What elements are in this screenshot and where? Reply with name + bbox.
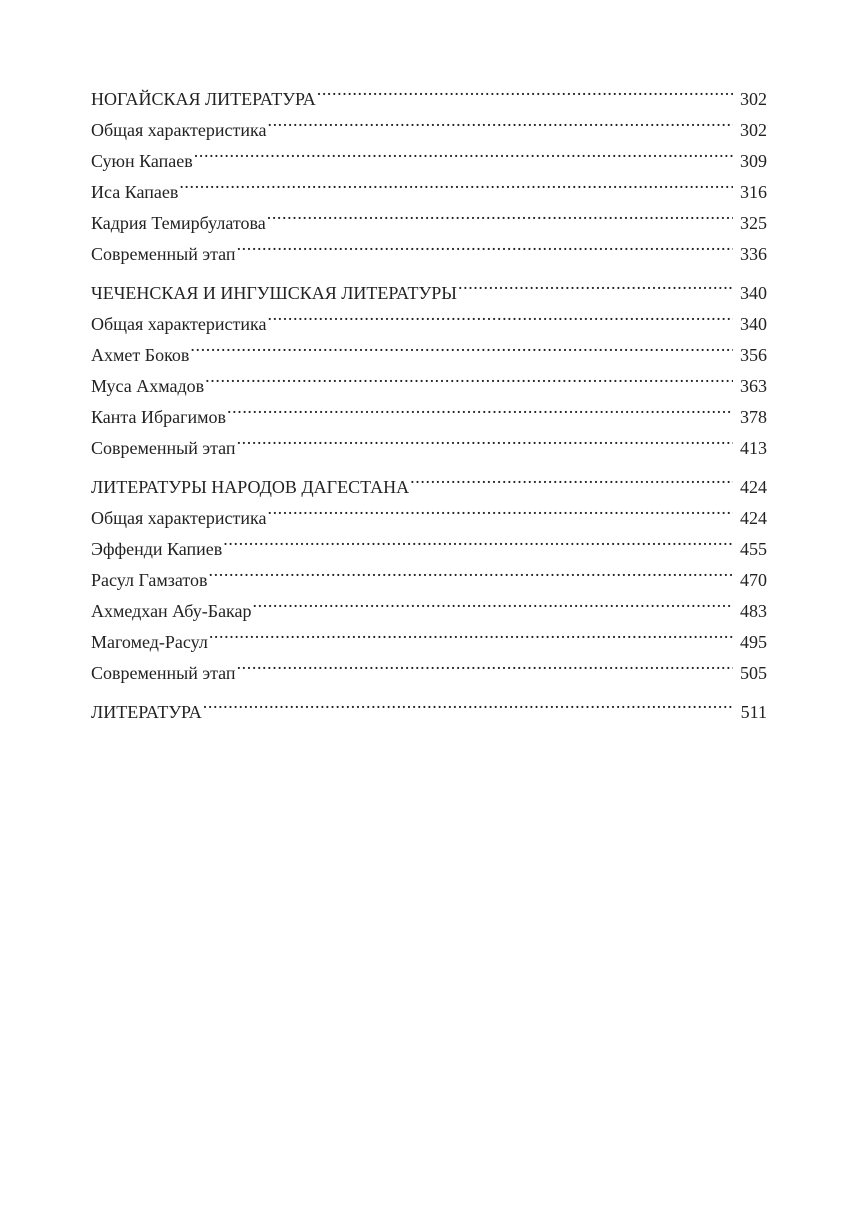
toc-page-number: 424: [740, 508, 767, 528]
toc-dot-leader: [253, 586, 733, 617]
toc-page-number: 470: [740, 570, 767, 590]
toc-entry-title: Общая характеристика: [91, 120, 267, 140]
toc-entry-title: Магомед-Расул: [91, 632, 208, 652]
toc-page-number: 356: [740, 345, 767, 365]
toc-page-number: 424: [740, 477, 767, 497]
toc-heading-title: НОГАЙСКАЯ ЛИТЕРАТУРА: [91, 89, 316, 109]
toc-dot-leader: [458, 268, 733, 299]
toc-entry-title: Современный этап: [91, 438, 236, 458]
toc-page-number: 495: [740, 632, 767, 652]
toc-dot-leader: [209, 617, 733, 648]
toc-page-number: 302: [740, 120, 767, 140]
toc-dot-leader: [267, 198, 733, 229]
toc-entry-title: Эффенди Капиев: [91, 539, 223, 559]
toc-dot-leader: [203, 687, 733, 718]
toc-section-heading[interactable]: [91, 687, 767, 722]
toc-page-number: 340: [740, 314, 767, 334]
toc-page-number: 378: [740, 407, 767, 427]
toc-entry-title: Ахмет Боков: [91, 345, 190, 365]
toc-dot-leader: [237, 423, 733, 454]
toc-entry-title: Иса Капаев: [91, 182, 179, 202]
toc-dot-leader: [194, 136, 733, 167]
table-of-contents: [91, 74, 767, 722]
toc-entry[interactable]: [91, 330, 767, 365]
toc-entry-title: Суюн Капаев: [91, 151, 193, 171]
toc-section-heading[interactable]: [91, 74, 767, 109]
toc-page-number: 363: [740, 376, 767, 396]
toc-dot-leader: [209, 555, 733, 586]
toc-page-number: 316: [740, 182, 767, 202]
toc-dot-leader: [237, 229, 733, 260]
toc-entry-title: Современный этап: [91, 244, 236, 264]
toc-entry-title: Общая характеристика: [91, 508, 267, 528]
toc-section-heading[interactable]: [91, 462, 767, 497]
toc-dot-leader: [237, 648, 733, 679]
toc-page-number: 325: [740, 213, 767, 233]
toc-page-number: 455: [740, 539, 767, 559]
toc-page-number: 511: [740, 702, 767, 722]
toc-dot-leader: [410, 462, 733, 493]
toc-dot-leader: [267, 493, 733, 524]
toc-entry-title: Канта Ибрагимов: [91, 407, 227, 427]
toc-entry-title: Общая характеристика: [91, 314, 267, 334]
toc-page-number: 336: [740, 244, 767, 264]
toc-dot-leader: [267, 105, 733, 136]
toc-section-heading[interactable]: [91, 268, 767, 303]
toc-page-number: 309: [740, 151, 767, 171]
toc-heading-title: ЛИТЕРАТУРА: [91, 702, 202, 722]
toc-heading-title: ЛИТЕРАТУРЫ НАРОДОВ ДАГЕСТАНА: [91, 477, 410, 497]
toc-entry-title: Расул Гамзатов: [91, 570, 208, 590]
toc-entry-title: Муса Ахмадов: [91, 376, 205, 396]
toc-entry[interactable]: [91, 198, 767, 233]
toc-page-number: 340: [740, 283, 767, 303]
toc-page-number: 505: [740, 663, 767, 683]
toc-dot-leader: [267, 299, 733, 330]
toc-entry-title: Современный этап: [91, 663, 236, 683]
toc-entry[interactable]: [91, 361, 767, 396]
toc-page-number: 483: [740, 601, 767, 621]
toc-dot-leader: [190, 330, 733, 361]
toc-page-number: 413: [740, 438, 767, 458]
toc-heading-title: ЧЕЧЕНСКАЯ И ИНГУШСКАЯ ЛИТЕРАТУРЫ: [91, 283, 457, 303]
toc-entry-title: Кадрия Темирбулатова: [91, 213, 266, 233]
toc-page-number: 302: [740, 89, 767, 109]
toc-entry[interactable]: [91, 167, 767, 202]
toc-dot-leader: [179, 167, 733, 198]
toc-dot-leader: [227, 392, 733, 423]
toc-dot-leader: [205, 361, 733, 392]
toc-dot-leader: [317, 74, 733, 105]
toc-entry-title: Ахмедхан Абу-Бакар: [91, 601, 252, 621]
toc-dot-leader: [223, 524, 733, 555]
